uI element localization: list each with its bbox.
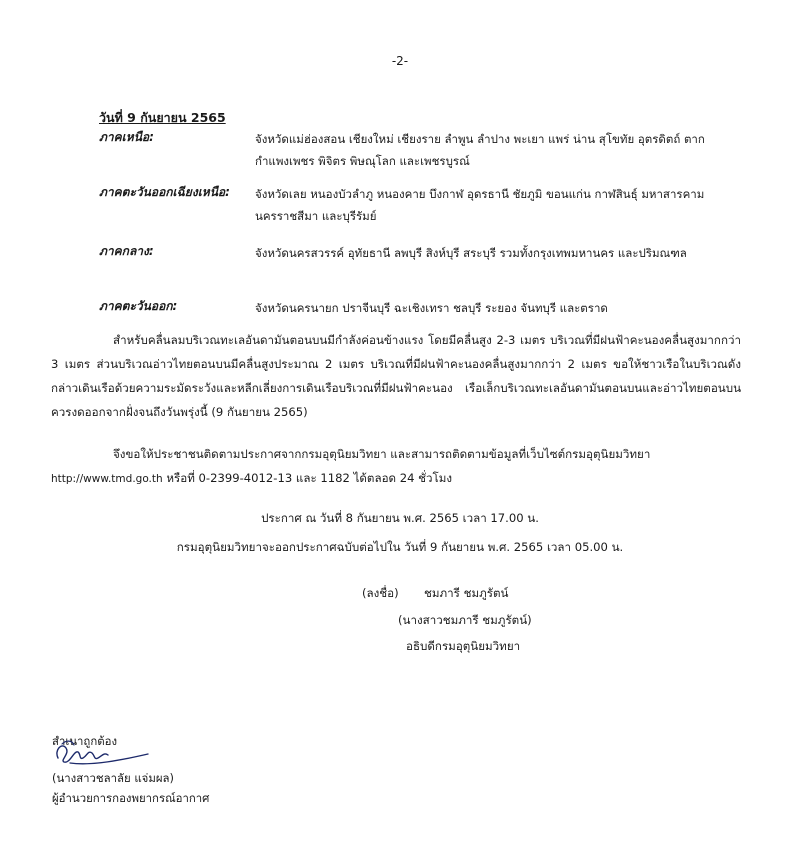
region-name: ภาคตะวันออกเฉียงเหนือ: [99, 185, 230, 199]
next-announce: กรมอุตุนิยมวิทยาจะออกประกาศฉบับต่อไปใน วันที่ 9 กันยายน พ.ศ. 2565 เวลา 05.00 น. [176, 540, 624, 554]
signer-title: อธิบดีกรมอุตุนิยมวิทยา [406, 639, 521, 653]
contact-paragraph [51, 442, 741, 491]
region-provinces: จังหวัดแม่ฮ่องสอน เชียงใหม่ เชียงราย ลำพูน ลำปาง พะเยา แพร่ น่าน สุโขทัย อุตรดิตถ์ ตาก กำแพงเพชร พิจิตร พิษณุโลก และเพชรบูรณ์ [255, 132, 705, 168]
region-provinces: จังหวัดเลย หนองบัวลำภู หนองคาย บึงกาฬ อุดรธานี ชัยภูมิ ขอนแก่น กาฬสินธุ์ มหาสารคาม นครราชสีมา และบุรีรัมย์ [255, 187, 705, 223]
region-name: ภาคตะวันออก: [99, 299, 178, 313]
contact-phone: หรือที่ 0-2399-4012-13 และ 1182 ได้ตลอด 24 ชั่วโมง [162, 471, 453, 485]
waves-paragraph [51, 328, 741, 424]
contact-text: จึงขอให้ประชาชนติดตามประกาศจากกรมอุตุนิยมวิทยา และสามารถติดตามข้อมูลที่เว็บไซต์กรมอุตุนิยมวิทยา [113, 447, 651, 461]
announce-date: ประกาศ ณ วันที่ 8 กันยายน พ.ศ. 2565 เวลา 17.00 น. [261, 511, 539, 525]
certified-copy: สำเนาถูกต้อง [52, 734, 118, 748]
certifier-position: ผู้อำนวยการกองพยากรณ์อากาศ [52, 791, 210, 805]
waves-text: สำหรับคลื่นลมบริเวณทะเลอันดามันตอนบนมีกำลังค่อนข้างแรง โดยมีคลื่นสูง 2-3 เมตร บริเวณที่มีฝนฟ้าคะนองคลื่นสูงมากกว่า 3 เมตร ส่วนบริเวณอ่าวไทยตอนบนมีคลื่นสูงประมาณ 2 เมตร บริเวณที่มีฝนฟ้าคะนองคลื่นสูงมากกว่า 2 เมตร ขอให้ชาวเรือในบริเวณดังกล่าวเดินเรือด้วยความระมัดระวังและหลีกเลี่ยงการเดินเรือบริเวณที่มีฝนฟ้าคะนอง เรือเล็กบริเวณทะเลอันดามันตอนบนและอ่าวไทยตอนบนควรงดออกจากฝั่งจนถึงวันพรุ่งนี้ (9 กันยายน 2565) [51, 333, 741, 419]
date-heading: วันที่ 9 กันยายน 2565 [99, 110, 226, 125]
page-number: -2- [391, 54, 409, 68]
region-provinces: จังหวัดนครนายก ปราจีนบุรี ฉะเชิงเทรา ชลบุรี ระยอง จันทบุรี และตราด [255, 301, 608, 315]
region-provinces: จังหวัดนครสวรรค์ อุทัยธานี ลพบุรี สิงห์บุรี สระบุรี รวมทั้งกรุงเทพมหานคร และปริมณฑล [255, 246, 687, 260]
region-name: ภาคกลาง: [99, 244, 154, 258]
contact-url-link[interactable]: http://www.tmd.go.th [51, 473, 163, 485]
handwritten-signature [52, 736, 162, 768]
signer-name: ชมภารี ชมภูรัตน์ [424, 586, 509, 600]
signed-label: (ลงชื่อ) [362, 586, 399, 600]
region-name: ภาคเหนือ: [99, 130, 154, 144]
certifier-name: (นางสาวชลาลัย แจ่มผล) [52, 771, 174, 785]
signer-full-name: (นางสาวชมภารี ชมภูรัตน์) [398, 613, 532, 627]
